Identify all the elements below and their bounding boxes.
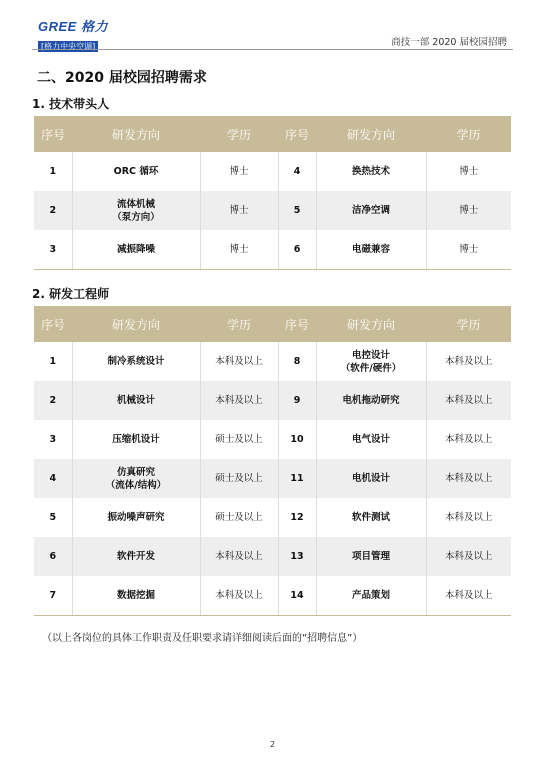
row-number: 1 [49,356,57,367]
column-header: 序号 [278,306,316,342]
row-number: 4 [278,152,316,191]
education-requirement: 博士 [200,191,278,230]
research-direction [72,381,200,420]
education-requirement: 本科及以上 [426,498,511,537]
research-direction [316,459,426,498]
research-direction [316,420,426,459]
education-requirement: 本科及以上 [426,576,511,616]
research-direction [316,191,426,230]
row-number: 3 [49,434,57,445]
section-title: 二、2020 届校园招聘需求 [37,70,207,86]
footnote: （以上各岗位的具体工作职责及任职要求请详细阅读后面的“招聘信息”） [42,633,363,644]
direction-line: 振动噪声研究 [107,512,165,523]
column-header: 学历 [426,306,511,342]
direction-line: 电磁兼容 [351,244,390,255]
direction-line: （流体/结构） [105,479,167,491]
row-number: 9 [278,381,316,420]
education-requirement: 博士 [426,152,511,191]
page-number: 2 [269,740,276,749]
row-number: 6 [278,230,316,270]
column-header: 研发方向 [316,116,426,152]
table-row [34,459,511,498]
row-number: 10 [278,420,316,459]
row-number: 2 [34,191,72,230]
direction-line: 项目管理 [351,551,390,562]
research-direction [316,152,426,191]
education-requirement: 硕士及以上 [200,420,278,459]
row-number: 8 [278,342,316,381]
research-direction [316,342,426,381]
engineers-table [34,306,511,616]
education-requirement: 本科及以上 [426,381,511,420]
column-header: 序号 [34,116,72,152]
row-number: 5 [278,191,316,230]
education-requirement: 博士 [426,191,511,230]
direction-line: 产品策划 [351,590,390,601]
education-requirement: 本科及以上 [426,420,511,459]
column-header: 序号 [278,116,316,152]
table-row [34,230,511,270]
direction-line: 减振降噪 [116,244,155,255]
leaders-table [34,116,511,270]
research-direction [316,576,426,616]
direction-line: 压缩机设计 [112,434,160,445]
table-header-row [34,306,511,342]
row-number: 7 [34,576,72,616]
education-requirement: 博士 [200,152,278,191]
research-direction [316,230,426,270]
table-row [34,420,511,459]
table-row [34,576,511,616]
research-direction [72,420,200,459]
direction-line: 流体机械 [116,198,155,210]
table-row [34,191,511,230]
logo-brand: GREE 格力 [38,19,108,34]
column-header: 研发方向 [72,116,200,152]
engineers-title: 2. 研发工程师 [32,287,110,301]
table-row [34,381,511,420]
research-direction [72,152,200,191]
direction-line: 仿真研究 [116,466,155,478]
direction-line: 电机设计 [351,473,390,484]
education-requirement: 本科及以上 [200,576,278,616]
education-requirement: 博士 [426,230,511,270]
direction-line: 换热技术 [351,166,390,177]
table-row [34,537,511,576]
direction-line: 制冷系统设计 [107,356,165,367]
education-requirement: 本科及以上 [426,537,511,576]
research-direction [316,381,426,420]
direction-line: 机械设计 [116,395,155,406]
direction-line: 电机拖动研究 [342,395,400,406]
direction-line: 软件测试 [351,512,390,523]
research-direction [72,459,200,498]
research-direction [72,191,200,230]
research-direction [72,342,200,381]
education-requirement: 硕士及以上 [200,459,278,498]
column-header: 研发方向 [316,306,426,342]
column-header: 学历 [426,116,511,152]
header-divider [32,49,513,50]
gree-logo [38,19,118,51]
direction-line: 软件开发 [116,551,155,562]
research-direction [316,537,426,576]
direction-line: 数据挖掘 [116,590,155,601]
direction-line: ORC 循环 [113,166,159,177]
column-header: 学历 [200,306,278,342]
research-direction [72,537,200,576]
direction-line: 洁净空调 [351,205,390,216]
table-row [34,342,511,381]
column-header: 学历 [200,116,278,152]
education-requirement: 本科及以上 [200,537,278,576]
research-direction [72,230,200,270]
research-direction [316,498,426,537]
row-number: 14 [278,576,316,616]
row-number: 4 [34,459,72,498]
leaders-title: 1. 技术带头人 [32,97,110,111]
row-number: 11 [278,459,316,498]
direction-line: 电控设计 [351,349,390,361]
table-row [34,152,511,191]
column-header: 研发方向 [72,306,200,342]
row-number: 5 [49,512,57,523]
column-header: 序号 [34,306,72,342]
row-number: 13 [278,537,316,576]
logo-subtitle: [格力中央空调] [38,41,98,52]
header-title: 商技一部 2020 届校园招聘 [391,37,507,48]
direction-line: （泵方向） [112,211,160,223]
direction-line: （软件/硬件） [340,362,402,374]
education-requirement: 本科及以上 [426,342,511,381]
education-requirement: 本科及以上 [200,381,278,420]
education-requirement: 博士 [200,230,278,270]
education-requirement: 本科及以上 [426,459,511,498]
row-number: 2 [34,381,72,420]
research-direction [72,576,200,616]
row-number: 3 [34,230,72,270]
row-number: 12 [278,498,316,537]
education-requirement: 本科及以上 [200,342,278,381]
research-direction [72,498,200,537]
row-number: 6 [34,537,72,576]
table-row [34,498,511,537]
table-header-row [34,116,511,152]
education-requirement: 硕士及以上 [200,498,278,537]
direction-line: 电气设计 [351,434,390,445]
row-number: 1 [49,166,57,177]
